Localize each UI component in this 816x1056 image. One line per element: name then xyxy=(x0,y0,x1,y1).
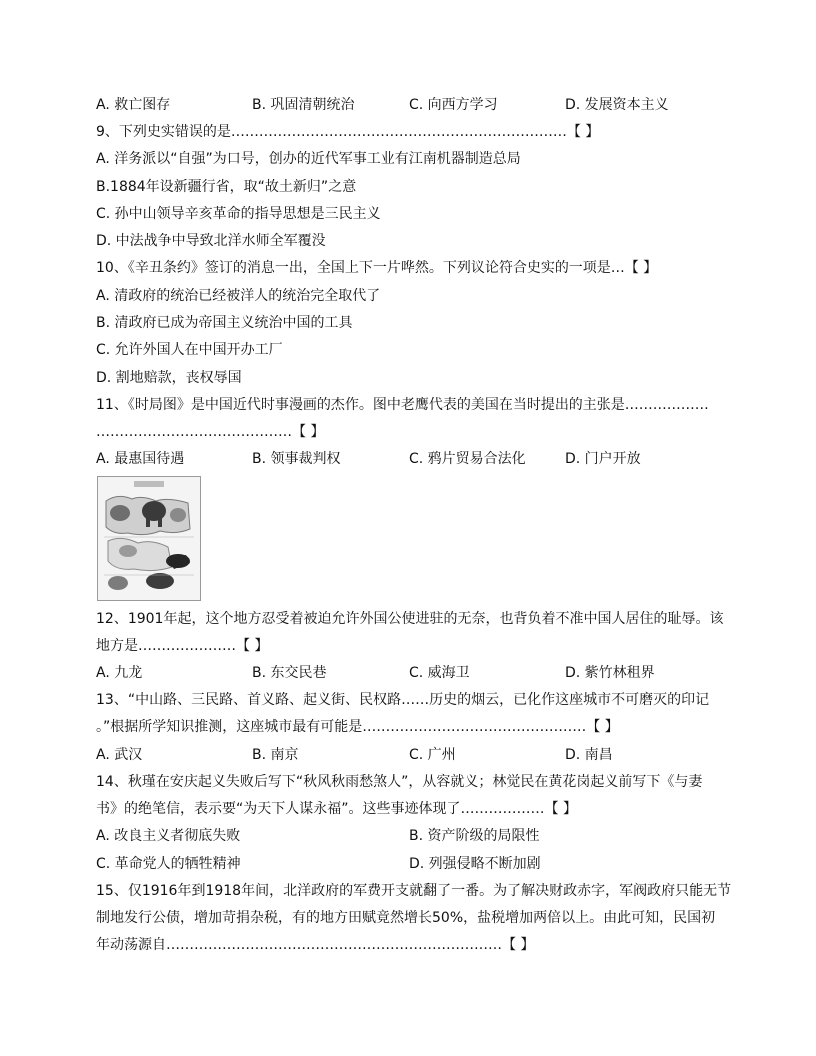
q11-option-b: B. 领事裁判权 xyxy=(252,451,341,467)
q13-option-a: A. 武汉 xyxy=(96,747,143,763)
q13-stem-line-1: 13、“中山路、三民路、首义路、起义街、民权路……历史的烟云，已化作这座城市不可磨灭的印记 xyxy=(96,692,710,708)
q9-option-a: A. 洋务派以“自强”为口号，创办的近代军事工业有江南机器制造总局 xyxy=(96,151,521,167)
q12-option-a: A. 九龙 xyxy=(96,665,143,681)
q8-option-a: A. 救亡图存 xyxy=(96,97,171,113)
q10-stem: 10、《辛丑条约》签订的消息一出，全国上下一片哗然。下列议论符合史实的一项是…【 】 xyxy=(96,260,658,276)
q11-stem-line-1: 11、《时局图》是中国近代时事漫画的杰作。图中老鹰代表的美国在当时提出的主张是……………… xyxy=(96,397,709,413)
q13-stem-line-2: 。”根据所学知识推测，这座城市最有可能是…………………………………………【 】 xyxy=(96,719,619,735)
q9-option-d: D. 中法战争中导致北洋水师全军覆没 xyxy=(96,233,326,249)
q14-option-b: B. 资产阶级的局限性 xyxy=(409,828,540,844)
cartoon-illustration xyxy=(97,476,201,601)
q13-option-c: C. 广州 xyxy=(409,747,456,763)
q11-option-a: A. 最惠国待遇 xyxy=(96,451,185,467)
q14-stem-line-2: 书》的绝笔信，表示要“为天下人谋永福”。这些事迹体现了………………【 】 xyxy=(96,801,577,817)
q12-option-d: D. 紫竹林租界 xyxy=(565,665,655,681)
q15-stem-line-1: 15、仅1916年到1918年间，北洋政府的军费开支就翻了一番。为了解决财政赤字，军阀政府只能无节 xyxy=(96,883,732,899)
q12-stem-line-2: 地方是…………………【 】 xyxy=(96,638,269,654)
q8-option-c: C. 向西方学习 xyxy=(409,97,498,113)
q8-option-b: B. 巩固清朝统治 xyxy=(252,97,355,113)
q14-option-c: C. 革命党人的牺牲精神 xyxy=(96,856,241,872)
q10-option-b: B. 清政府已成为帝国主义统治中国的工具 xyxy=(96,315,353,331)
q13-option-d: D. 南昌 xyxy=(565,747,613,763)
q15-stem-line-3: 年动荡源自………………………………………………………………【 】 xyxy=(96,937,535,953)
q14-option-a: A. 改良主义者彻底失败 xyxy=(96,828,241,844)
q13-option-b: B. 南京 xyxy=(252,747,299,763)
q10-option-c: C. 允许外国人在中国开办工厂 xyxy=(96,342,283,358)
q11-option-d: D. 门户开放 xyxy=(565,451,641,467)
q12-stem-line-1: 12、1901年起，这个地方忍受着被迫允许外国公使进驻的无奈，也背负着不准中国人居住的耻辱。该 xyxy=(96,611,724,627)
q11-option-c: C. 鸦片贸易合法化 xyxy=(409,451,526,467)
q9-stem: 9、下列史实错误的是………………………………………………………………【 】 xyxy=(96,124,600,140)
q14-stem-line-1: 14、秋瑾在安庆起义失败后写下“秋风秋雨愁煞人”，从容就义；林觉民在黄花岗起义前写下《与妻 xyxy=(96,774,703,790)
q15-stem-line-2: 制地发行公债，增加苛捐杂税，有的地方田赋竟然增长50%，盐税增加两倍以上。由此可知，民国初 xyxy=(96,910,716,926)
q11-stem-line-2: ……………………………………【 】 xyxy=(96,424,325,440)
q9-option-c: C. 孙中山领导辛亥革命的指导思想是三民主义 xyxy=(96,206,381,222)
q12-option-c: C. 威海卫 xyxy=(409,665,470,681)
q14-option-d: D. 列强侵略不断加剧 xyxy=(409,856,541,872)
q9-option-b: B.1884年设新疆行省，取“故土新归”之意 xyxy=(96,179,357,195)
q10-option-a: A. 清政府的统治已经被洋人的统治完全取代了 xyxy=(96,288,381,304)
q8-option-d: D. 发展资本主义 xyxy=(565,97,669,113)
q12-option-b: B. 东交民巷 xyxy=(252,665,327,681)
q10-option-d: D. 割地赔款，丧权辱国 xyxy=(96,370,242,386)
